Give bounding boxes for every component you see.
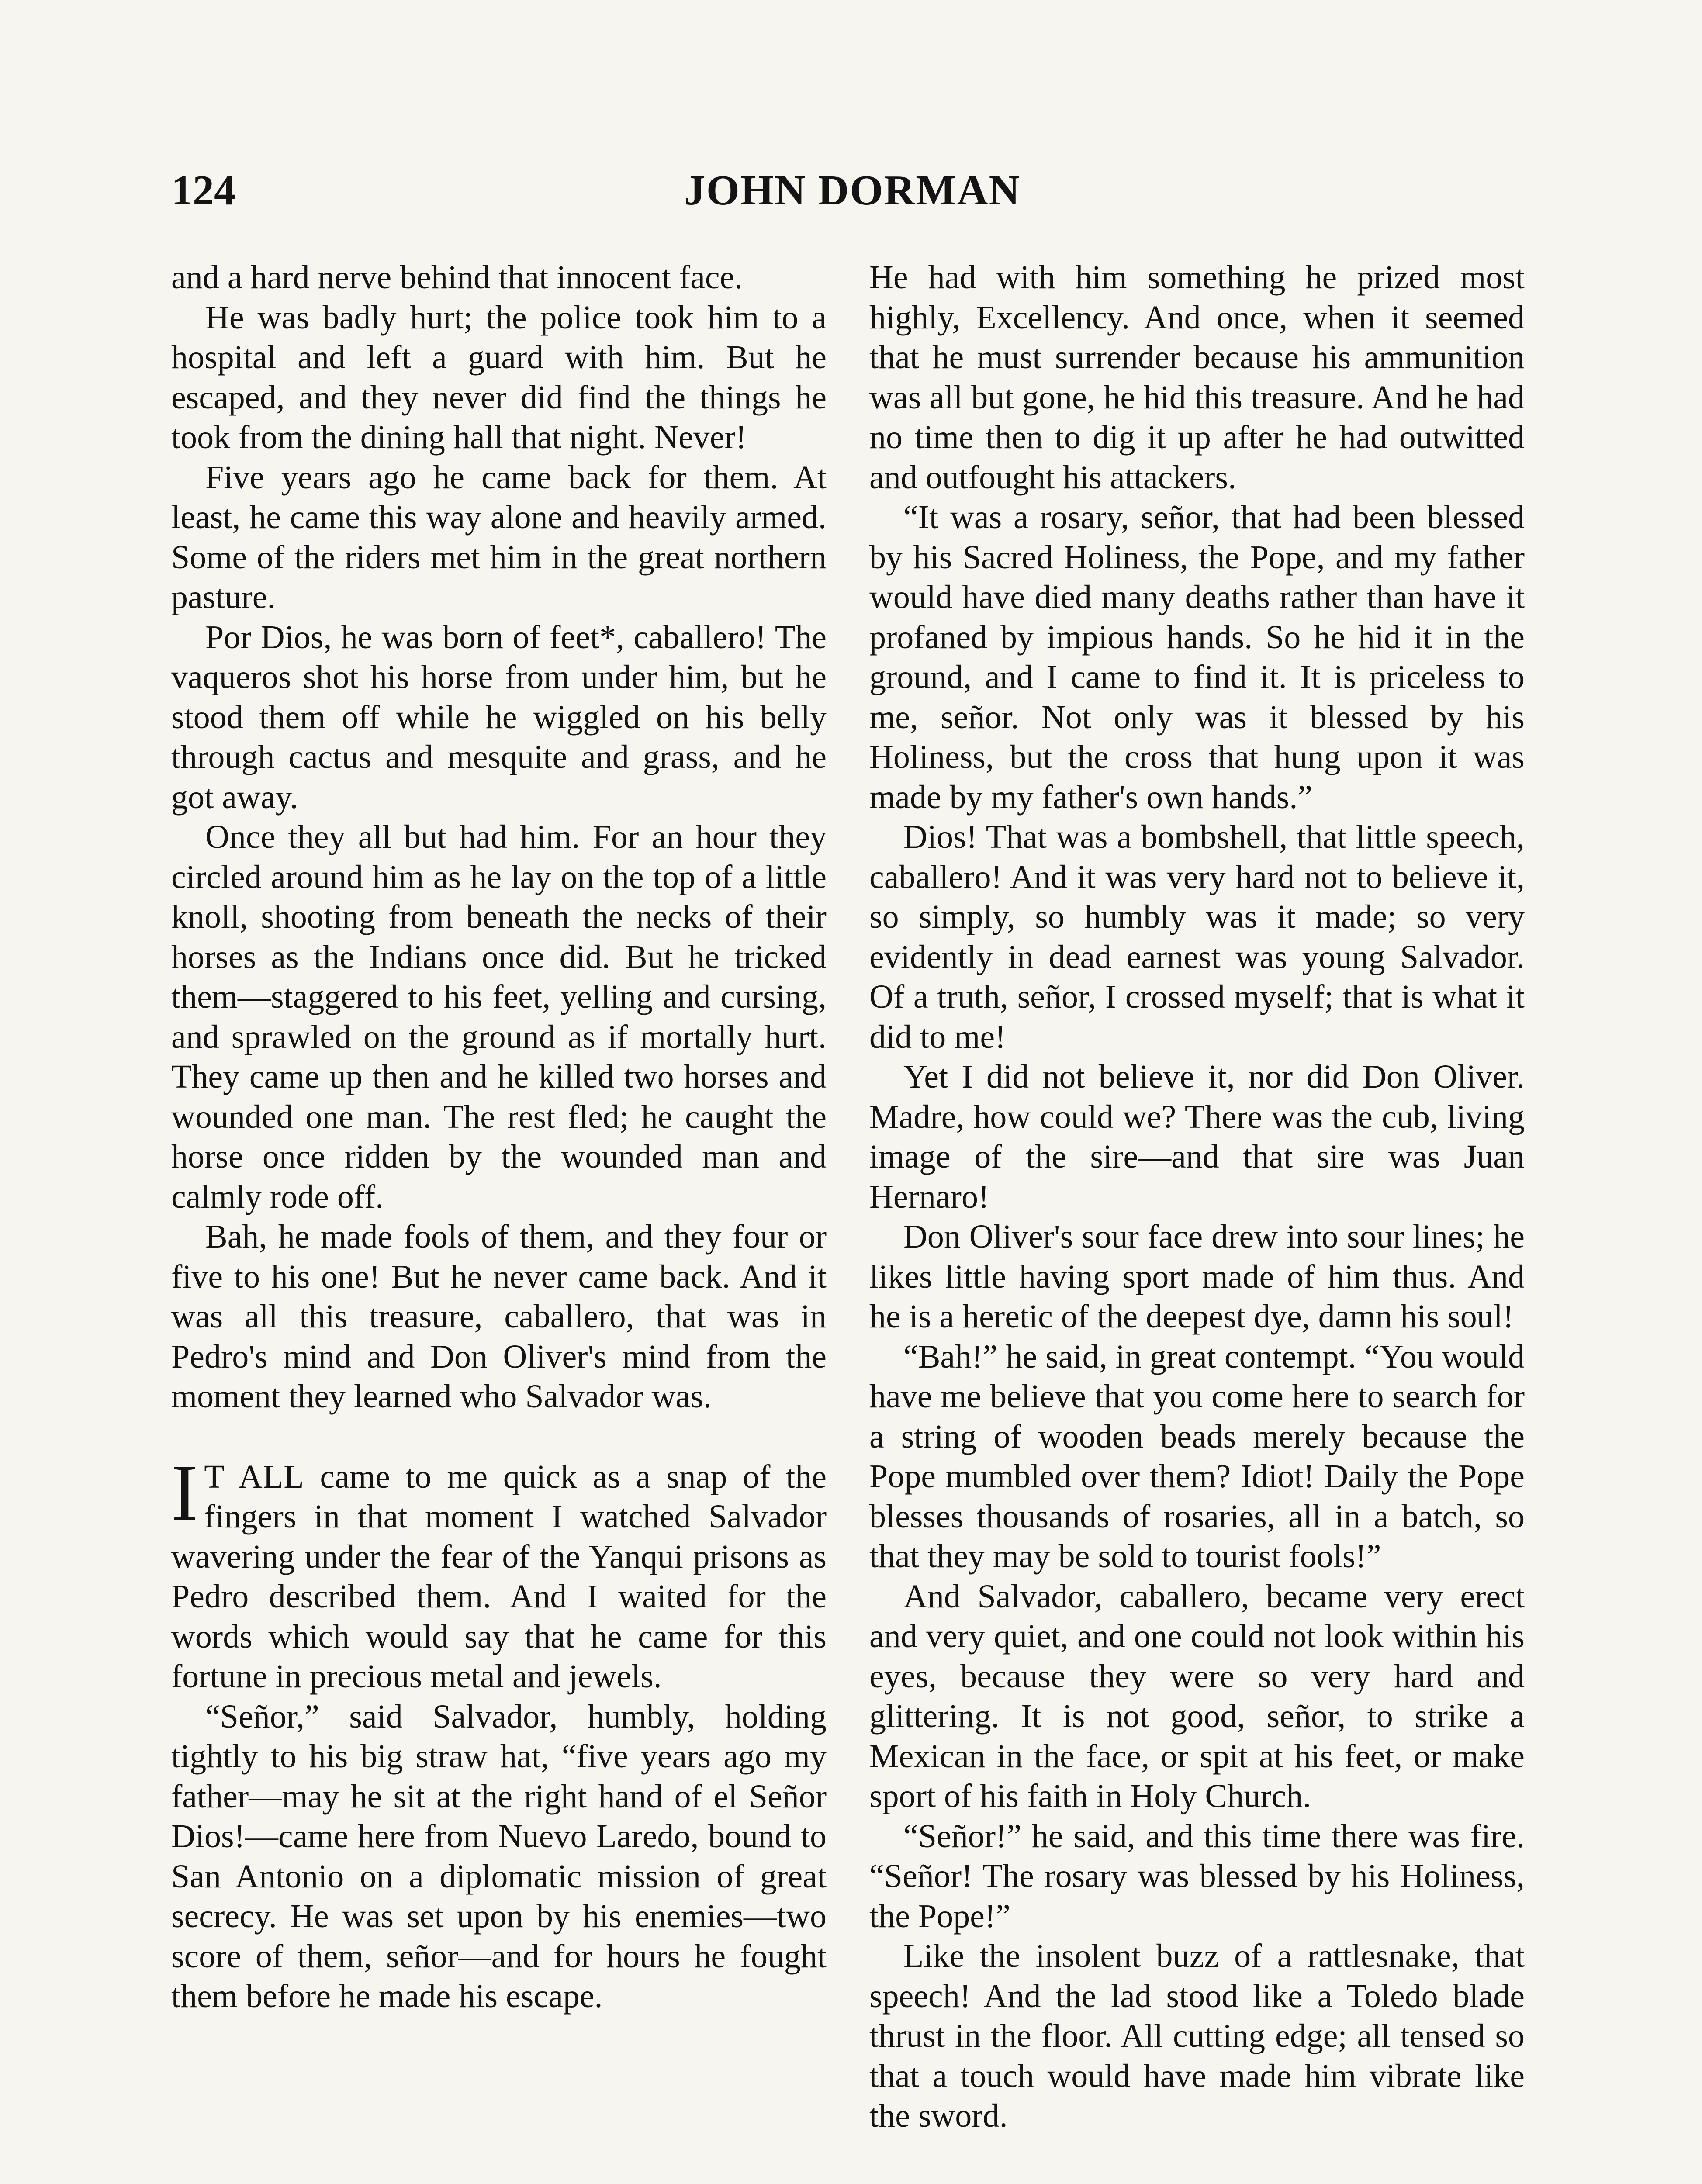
paragraph-text: came to me quick as a snap of the fingers in that moment I watched Salvador wavering under the fear of the Yanqui prisons as Pedro described them. And I waited for the words which would say that he came for this fortune in precious metal and jewels. <box>171 1458 827 1695</box>
paragraph: Bah, he made fools of them, and they four or five to his one! But he never came back. And it was all this treasure, caballero, that was in Pedro's mind and Don Oliver's mind from the moment they learned who Salvador was. <box>171 1218 827 1415</box>
page-number: 124 <box>171 167 235 214</box>
left-column <box>171 258 827 2017</box>
section-opening-paragraph <box>171 1448 827 1697</box>
paragraph: Five years ago he came back for them. At least, he came this way alone and heavily armed. Some of the riders met him in the great northern pasture. <box>171 459 827 615</box>
right-column <box>869 258 1525 2136</box>
paragraph: Don Oliver's sour face drew into sour lines; he likes little having sport made of him thus. And he is a heretic of the deepest dye, damn his soul! <box>869 1218 1525 1335</box>
paragraph: Once they all but had him. For an hour they circled around him as he lay on the top of a little knoll, shooting from beneath the necks of their horses as the Indians once did. But he tricked them—staggered to his feet, yelling and cursing, and sprawled on the ground as if mortally hurt. They came up then and he killed two horses and wounded one man. The rest fled; he caught the horse once ridden by the wounded man and calmly rode off. <box>171 819 827 1215</box>
lead-in-text: T ALL <box>204 1458 304 1495</box>
paragraph: He had with him something he prized most highly, Excellency. And once, when it seemed that he must surrender because his ammunition was all but gone, he hid this treasure. And he had no time then to dig it up after he had outwitted and outfought his attackers. <box>869 259 1525 496</box>
paragraph: “Señor!” he said, and this time there was fire. “Señor! The rosary was blessed by his Holiness, the Pope!” <box>869 1818 1525 1935</box>
paragraph: He was badly hurt; the police took him to a hospital and left a guard with him. But he escaped, and they never did find the things he took from the dining hall that night. Never! <box>171 299 827 456</box>
paragraph: and a hard nerve behind that innocent face. <box>171 259 743 296</box>
paragraph: “It was a rosary, señor, that had been blessed by his Sacred Holiness, the Pope, and my father would have died many deaths rather than have it profaned by impious hands. So he hid it in the ground, and I came to find it. It is priceless to me, señor. Not only was it blessed by his Holiness, but the cross that hung upon it was made by my father's own hands.” <box>869 499 1525 816</box>
paragraph: “Señor,” said Salvador, humbly, holding tightly to his big straw hat, “five years ago my father—may he sit at the right hand of el Señor Dios!—came here from Nuevo Laredo, bound to San Antonio on a diplomatic mission of great secrecy. He was set upon by his enemies—two score of them, señor—and for hours he fought them before he made his escape. <box>171 1698 827 2015</box>
running-head-title: JOHN DORMAN <box>684 167 1021 214</box>
paragraph: Like the insolent buzz of a rattlesnake, that speech! And the lad stood like a Toledo blade thrust in the floor. All cutting edge; all tensed so that a touch would have made him vibrate like the sword. <box>869 1938 1525 2134</box>
page-header <box>171 166 1533 218</box>
paragraph: And Salvador, caballero, became very erect and very quiet, and one could not look within his eyes, because they were so very hard and glittering. It is not good, señor, to strike a Mexican in the face, or spit at his feet, or make sport of his faith in Holy Church. <box>869 1578 1525 1814</box>
drop-cap: I <box>171 1448 198 1537</box>
paragraph: Yet I did not believe it, nor did Don Oliver. Madre, how could we? There was the cub, living image of the sire—and that sire was Juan Hernaro! <box>869 1058 1525 1215</box>
paragraph: Por Dios, he was born of feet*, caballero! The vaqueros shot his horse from under him, but he stood them off while he wiggled on his belly through cactus and mesquite and grass, and he got away. <box>171 619 827 816</box>
paragraph: “Bah!” he said, in great contempt. “You would have me believe that you come here to search for a string of wooden beads merely because the Pope mumbled over them? Idiot! Daily the Pope blesses thousands of rosaries, all in a batch, so that they may be sold to tourist fools!” <box>869 1338 1525 1575</box>
paragraph: Dios! That was a bombshell, that little speech, caballero! And it was very hard not to believe it, so simply, so humbly was it made; so very evidently in dead earnest was young Salvador. Of a truth, señor, I crossed myself; that is what it did to me! <box>869 819 1525 1055</box>
